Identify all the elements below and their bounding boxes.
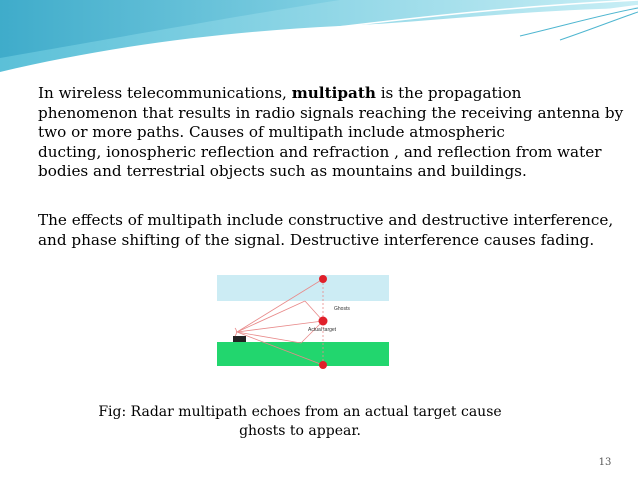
header-wave-decoration xyxy=(0,0,638,80)
paragraph2-line1: The effects of multipath include constructive and destructive interference, xyxy=(38,211,614,229)
ghosts-label: Ghosts xyxy=(334,306,350,312)
multipath-term: multipath xyxy=(291,84,376,102)
sky-band xyxy=(217,275,389,301)
text-run: is the propagation xyxy=(375,84,522,102)
multipath-definition-paragraph xyxy=(38,84,623,182)
ghost-upper-dot xyxy=(319,275,327,283)
ghost-lower-dot xyxy=(319,361,327,369)
slide-number: 13 xyxy=(598,457,612,468)
radar-antenna-icon xyxy=(233,336,246,342)
ground-band xyxy=(217,342,389,366)
multipath-effects-paragraph xyxy=(38,211,623,250)
paragraph1-line5: bodies and terrestrial objects such as mountains and buildings. xyxy=(38,162,527,181)
actual-target-label: Actual target xyxy=(308,327,337,333)
paragraph1-line2: phenomenon that results in radio signals reaching the receiving antenna by xyxy=(38,103,624,122)
paragraph2-line2: and phase shifting of the signal. Destructive interference causes fading. xyxy=(38,230,595,249)
paragraph1-line3: two or more paths. Causes of multipath include atmospheric xyxy=(38,123,505,142)
text-run: In wireless telecommunications, xyxy=(38,84,292,102)
caption-line1: Fig: Radar multipath echoes from an actual target cause xyxy=(98,404,502,420)
paragraph1-line1 xyxy=(38,84,623,104)
caption-line2: ghosts to appear. xyxy=(239,423,361,439)
paragraph1-line4: ducting, ionospheric reflection and refraction , and reflection from water xyxy=(38,142,602,161)
figure-caption xyxy=(90,403,510,441)
actual-target-dot xyxy=(319,317,328,326)
radar-beam-arc xyxy=(235,328,237,336)
radar-multipath-figure xyxy=(213,269,397,396)
